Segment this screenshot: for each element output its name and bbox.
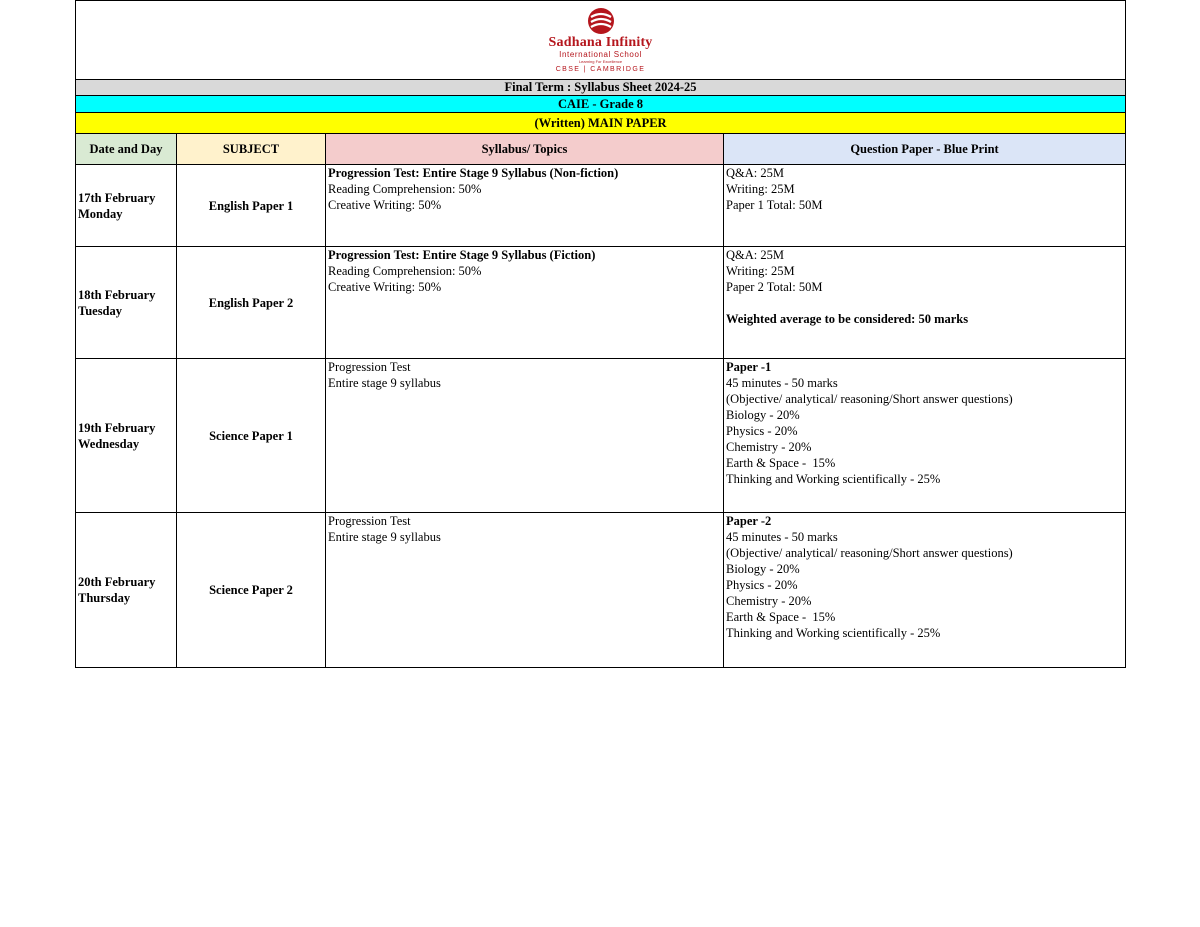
blueprint-line: Chemistry - 20% <box>726 594 812 608</box>
date-text: 20th February <box>78 575 156 589</box>
logo-tagline: Learning For Excellence <box>578 59 623 64</box>
blueprint-line: (Objective/ analytical/ reasoning/Short answer questions) <box>726 392 1013 406</box>
blueprint-line: Earth & Space - 15% <box>726 610 836 624</box>
date-cell <box>76 247 177 359</box>
subject-cell: Science Paper 1 <box>177 359 326 513</box>
syllabus-sheet <box>75 0 1125 668</box>
syllabus-line: Entire stage 9 syllabus <box>328 530 441 544</box>
header-syllabus: Syllabus/ Topics <box>326 134 724 165</box>
blueprint-title: Paper -2 <box>726 514 772 528</box>
date-cell <box>76 165 177 247</box>
syllabus-cell <box>326 165 724 247</box>
syllabus-line: Creative Writing: 50% <box>328 198 442 212</box>
grade-label: CAIE - Grade 8 <box>76 96 1126 113</box>
date-text: 17th February <box>78 190 156 205</box>
sheet-title: Final Term : Syllabus Sheet 2024-25 <box>76 80 1126 96</box>
logo-subtitle: International School <box>559 50 642 59</box>
blueprint-title: Paper -1 <box>726 360 772 374</box>
day-text: Thursday <box>78 591 131 605</box>
blueprint-line: Biology - 20% <box>726 408 800 422</box>
logo-header <box>76 1 1126 80</box>
blueprint-line: Physics - 20% <box>726 578 798 592</box>
blueprint-line: Writing: 25M <box>726 182 795 196</box>
syllabus-line: Reading Comprehension: 50% <box>328 264 482 278</box>
blueprint-line: Paper 1 Total: 50M <box>726 198 823 212</box>
logo-name: Sadhana Infinity <box>548 35 653 50</box>
blueprint-line: Biology - 20% <box>726 562 800 576</box>
school-logo <box>549 7 653 74</box>
blueprint-line: Writing: 25M <box>726 264 795 278</box>
blueprint-line: 45 minutes - 50 marks <box>726 376 838 390</box>
header-blueprint: Question Paper - Blue Print <box>724 134 1126 165</box>
blueprint-line: Paper 2 Total: 50M <box>726 280 823 294</box>
header-subject: SUBJECT <box>177 134 326 165</box>
header-date: Date and Day <box>76 134 177 165</box>
syllabus-line: Progression Test: Entire Stage 9 Syllabus (Fiction) <box>328 248 596 262</box>
syllabus-table <box>75 0 1126 668</box>
date-cell <box>76 359 177 513</box>
table-row <box>76 165 1126 247</box>
blueprint-line: Thinking and Working scientifically - 25% <box>726 472 941 486</box>
blueprint-line: Physics - 20% <box>726 424 798 438</box>
logo-swirl-icon <box>587 7 615 35</box>
blueprint-line: Thinking and Working scientifically - 25% <box>726 626 941 640</box>
day-text: Monday <box>78 206 123 221</box>
blueprint-line: Q&A: 25M <box>726 248 784 262</box>
blueprint-line: (Objective/ analytical/ reasoning/Short answer questions) <box>726 546 1013 560</box>
blueprint-cell <box>724 165 1126 247</box>
syllabus-line: Entire stage 9 syllabus <box>328 376 441 390</box>
table-row <box>76 247 1126 359</box>
logo-board: CBSE | CAMBRIDGE <box>555 66 646 73</box>
blueprint-line: Earth & Space - 15% <box>726 456 836 470</box>
day-text: Wednesday <box>78 436 140 451</box>
syllabus-line: Progression Test: Entire Stage 9 Syllabus (Non-fiction) <box>328 166 619 180</box>
blueprint-cell <box>724 359 1126 513</box>
date-cell <box>76 513 177 668</box>
syllabus-line: Progression Test <box>328 360 411 374</box>
syllabus-cell <box>326 247 724 359</box>
syllabus-line: Reading Comprehension: 50% <box>328 182 482 196</box>
syllabus-cell <box>326 513 724 668</box>
table-header-row <box>76 134 1126 165</box>
table-row <box>76 513 1126 668</box>
syllabus-cell <box>326 359 724 513</box>
blueprint-cell <box>724 247 1126 359</box>
date-text: 19th February <box>78 420 156 435</box>
syllabus-line: Creative Writing: 50% <box>328 280 442 294</box>
blueprint-line: Chemistry - 20% <box>726 440 812 454</box>
table-row <box>76 359 1126 513</box>
date-text: 18th February <box>78 287 156 302</box>
subject-cell: English Paper 1 <box>177 165 326 247</box>
syllabus-line: Progression Test <box>328 514 411 528</box>
day-text: Tuesday <box>78 303 123 318</box>
weighted-average-note: Weighted average to be considered: 50 marks <box>726 312 969 326</box>
subject-cell: Science Paper 2 <box>177 513 326 668</box>
blueprint-line: 45 minutes - 50 marks <box>726 530 838 544</box>
blueprint-line: Q&A: 25M <box>726 166 784 180</box>
blueprint-cell <box>724 513 1126 668</box>
paper-type-label: (Written) MAIN PAPER <box>76 113 1126 134</box>
subject-cell: English Paper 2 <box>177 247 326 359</box>
